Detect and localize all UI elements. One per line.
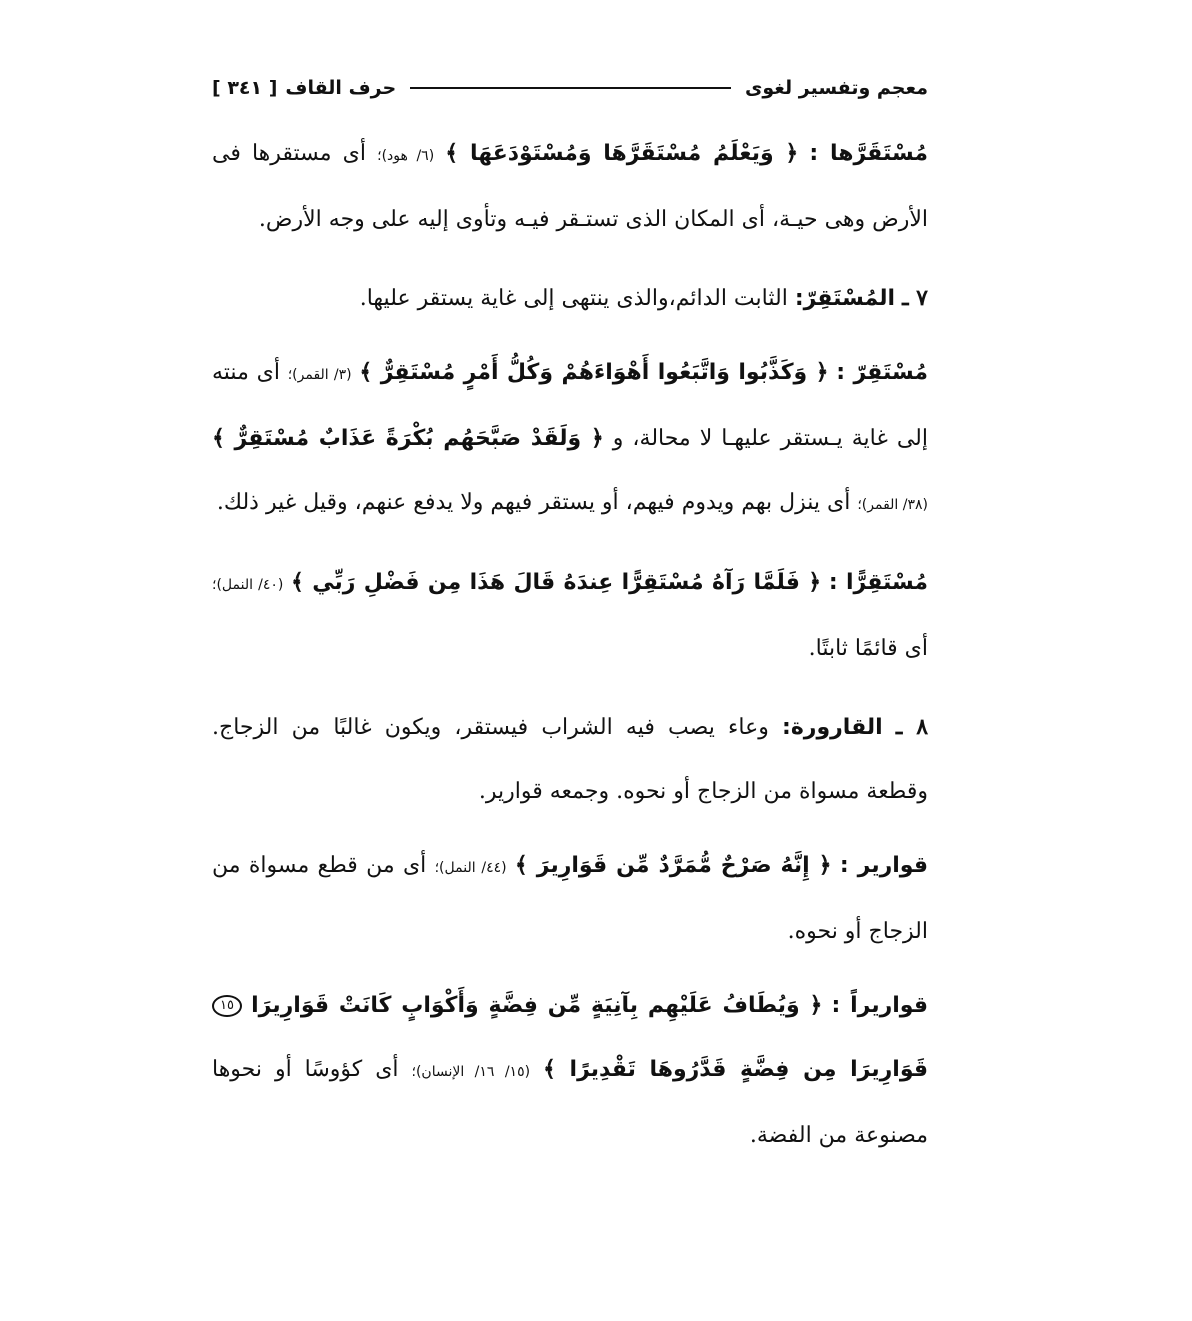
- entry-almustaqir: [212, 266, 928, 331]
- entry-text: أى مستقرها فى الأرض وهى حيـة، أى المكان الذى تستـقر فيـه وتأوى إليه على وجه الأرض.: [212, 141, 928, 232]
- entry-term: مُسْتَقِرّ :: [836, 360, 928, 385]
- page-number: [ ٣٤١ ]: [212, 77, 278, 99]
- header-rule: [410, 87, 731, 89]
- entry-text: أى كؤوسًا أو نحوها مصنوعة من الفضة.: [212, 1057, 928, 1148]
- entry-text: أى من قطع مسواة من الزجاج أو نحوه.: [212, 853, 928, 944]
- entry-term: المُسْتَقِرّ:: [794, 286, 896, 311]
- entry-number: ٨ ـ: [895, 714, 929, 740]
- verse-number-mark: ١٥: [212, 995, 242, 1017]
- entry-mustaqarraha: [212, 122, 928, 252]
- verse-reference: (٦/ هود)؛: [377, 148, 435, 164]
- quran-verse-second: ﴿ وَلَقَدْ صَبَّحَهُم بُكْرَةً عَذَابٌ مُسْتَقِرٌّ ﴾: [212, 426, 604, 451]
- entry-term: القارورة:: [782, 715, 883, 740]
- entry-term: قوارير :: [839, 853, 929, 878]
- verse-reference: (٤٠/ النمل)؛: [212, 577, 284, 593]
- quran-verse: ﴿ إِنَّهُ صَرْحٌ مُّمَرَّدٌ مِّن قَوَارِيرَ ﴾: [514, 853, 832, 878]
- quran-verse-second: قَوَارِيرَا مِن فِضَّةٍ قَدَّرُوهَا تَقْدِيرًا ﴾: [543, 1057, 929, 1082]
- entry-qawariran: [212, 974, 928, 1168]
- book-title: معجم وتفسير لغوى: [744, 77, 928, 99]
- entry-number: ٧ ـ: [902, 285, 928, 311]
- verse-reference: (١٥/ ١٦/ الإنسان)؛: [411, 1064, 531, 1080]
- page-header: [212, 70, 928, 106]
- entry-text: أى قائمًا ثابتًا.: [808, 636, 928, 661]
- quran-verse: ﴿ وَكَذَّبُوا وَاتَّبَعُوا أَهْوَاءَهُمْ وَكُلُّ أَمْرٍ مُسْتَقِرٌّ ﴾: [359, 360, 829, 385]
- entry-mustaqirran: [212, 551, 928, 681]
- entry-term: مُسْتَقَرَّها :: [809, 141, 929, 166]
- entry-alqarura: [212, 695, 928, 824]
- entry-text: أى منته إلى غاية يـستقر عليهـا لا محالة، و: [212, 360, 928, 451]
- entry-qawarir: [212, 834, 928, 964]
- entry-mustaqir: [212, 341, 928, 537]
- verse-reference-second: (٣٨/ القمر)؛: [857, 497, 928, 513]
- verse-reference: (٣/ القمر)؛: [287, 367, 352, 383]
- section-title: حرف القاف: [285, 77, 397, 99]
- quran-verse: ﴿ فَلَمَّا رَآهُ مُسْتَقِرًّا عِندَهُ قَالَ هَذَا مِن فَضْلِ رَبِّي ﴾: [291, 570, 822, 595]
- entry-term: مُسْتَقِرًّا :: [828, 570, 929, 595]
- entry-text: الثابت الدائم،والذى ينتهى إلى غاية يستقر عليها.: [359, 286, 788, 311]
- quran-verse: ﴿ وَيَعْلَمُ مُسْتَقَرَّهَا وَمُسْتَوْدَعَهَا ﴾: [445, 141, 799, 166]
- entry-term: قواريراً :: [831, 993, 928, 1018]
- quran-verse: ﴿ وَيُطَافُ عَلَيْهِم بِآنِيَةٍ مِّن فِضَّةٍ وَأَكْوَابٍ كَانَتْ قَوَارِيرَا: [251, 993, 823, 1018]
- verse-reference: (٤٤/ النمل)؛: [434, 860, 507, 876]
- entry-text-second: أى ينزل بهم ويدوم فيهم، أو يستقر فيهم ولا يدفع عنهم، وقيل غير ذلك.: [216, 490, 851, 515]
- page-content: [212, 122, 928, 1178]
- entry-text: وعاء يصب فيه الشراب فيستقر، ويكون غالبًا من الزجاج. وقطعة مسواة من الزجاج أو نحوه. وجمعه قوارير.: [212, 715, 928, 804]
